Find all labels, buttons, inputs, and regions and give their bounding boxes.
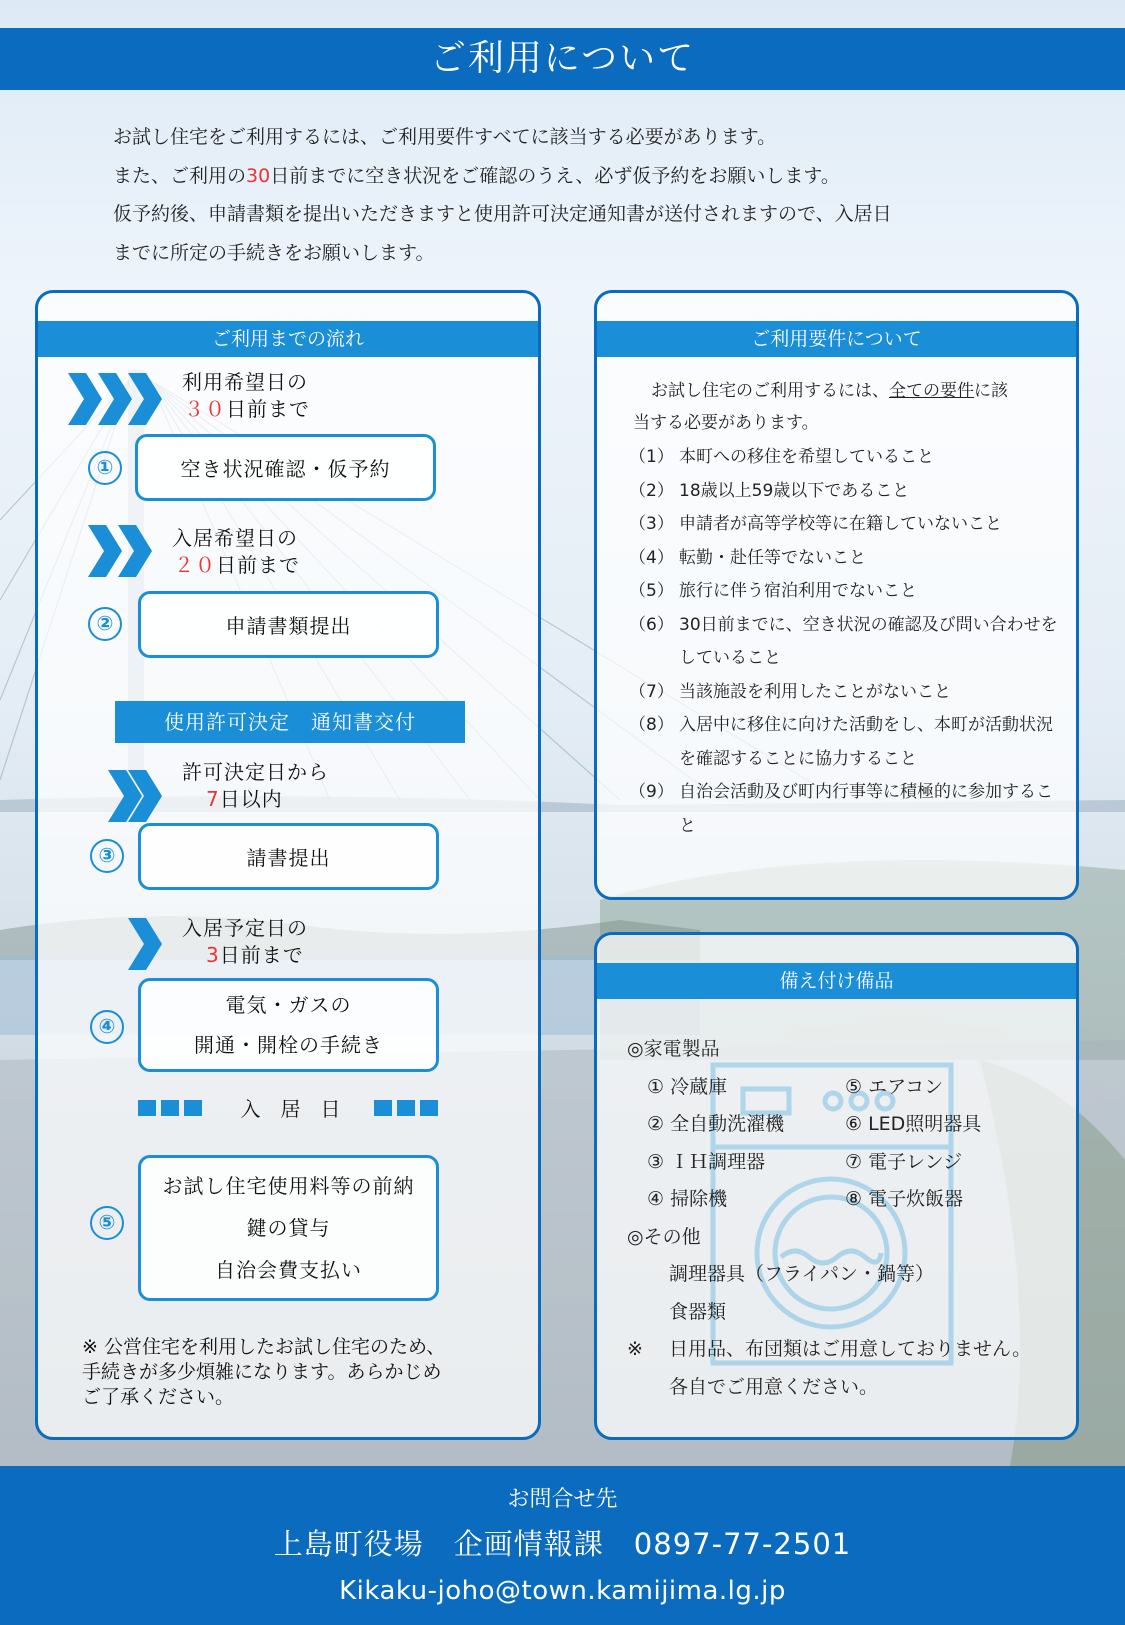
contact-footer — [0, 1466, 1125, 1625]
requirements-lead-pre: お試し住宅のご利用するには、 — [651, 381, 889, 401]
page-title: ご利用について — [0, 28, 1125, 90]
equipment-row — [627, 1069, 1067, 1107]
flow-note-line3: ご了承ください。 — [82, 1386, 235, 1408]
equipment-item: ⑥ LED照明器具 — [845, 1113, 982, 1135]
step4-deadline-suffix: 日前まで — [219, 943, 304, 967]
requirements-lead-underlined: 全ての要件 — [889, 381, 974, 401]
requirements-panel — [594, 290, 1079, 900]
flow-panel-title: ご利用までの流れ — [38, 321, 538, 357]
step2-deadline — [172, 525, 300, 579]
step3-deadline-suffix: 日以内 — [219, 787, 283, 811]
requirement-number: （1） — [629, 447, 674, 467]
step1-deadline-suffix: 日前まで — [226, 397, 310, 421]
requirement-text: 30日前までに、空き状況の確認及び問い合わせをしていること — [679, 614, 1058, 668]
requirement-item — [629, 609, 1059, 676]
requirement-text: 旅行に伴う宿泊利用でないこと — [679, 581, 917, 601]
step4-deadline — [182, 915, 308, 969]
step1-deadline-line1: 利用希望日の — [182, 370, 308, 394]
step2-deadline-line1: 入居希望日の — [172, 526, 298, 550]
step5-line3: 自治会費支払い — [215, 1258, 362, 1282]
equipment-row — [627, 1181, 1067, 1219]
double-chevron-icon — [88, 525, 158, 577]
requirement-text: 申請者が高等学校等に在籍していないこと — [679, 514, 1002, 534]
requirement-text: 18歳以上59歳以下であること — [679, 480, 910, 501]
equipment-note-line1 — [627, 1331, 1067, 1369]
equipment-item: ⑤ エアコン — [845, 1075, 944, 1098]
requirements-lead-post: に該 — [974, 381, 1008, 401]
step4-action-line1: 電気・ガスの — [225, 993, 352, 1017]
requirement-text: 自治会活動及び町内行事等に積極的に参加すること — [679, 782, 1053, 836]
requirement-item — [629, 676, 1059, 710]
move-in-day-marker — [138, 1093, 438, 1122]
step1-number: ① — [88, 451, 122, 485]
contact-organization: 上島町役場 企画情報課 — [273, 1527, 604, 1561]
step3-deadline-number: 7 — [206, 787, 220, 811]
requirement-item — [629, 776, 1059, 843]
equipment-item: ① 冷蔵庫 — [647, 1075, 728, 1098]
step4-number: ④ — [90, 1010, 124, 1044]
intro-line-2-post: 日前までに空き状況をご確認のうえ、必ず仮予約をお願いします。 — [270, 164, 840, 187]
requirement-item — [629, 709, 1059, 776]
equipment-panel — [594, 932, 1079, 1440]
intro-line-2 — [113, 157, 1033, 196]
intro-line-4: までに所定の手続きをお願いします。 — [113, 241, 435, 264]
permit-notice-band: 使用許可決定 通知書交付 — [115, 701, 465, 743]
requirement-text: 当該施設を利用したことがないこと — [679, 681, 951, 702]
step3-number: ③ — [90, 839, 124, 873]
step5-number: ⑤ — [90, 1206, 124, 1240]
contact-email[interactable]: Kikaku-joho@town.kamijima.lg.jp — [339, 1576, 786, 1606]
move-in-day-label: 入 居 日 — [240, 1097, 341, 1121]
flow-note-line1: ※ 公営住宅を利用したお試し住宅のため、 — [82, 1336, 446, 1358]
step1-action-box — [135, 434, 436, 501]
requirement-text: 転勤・赴任等でないこと — [679, 547, 866, 568]
requirement-item — [629, 508, 1059, 542]
step1-deadline-number: ３０ — [184, 397, 226, 421]
step1-action: 空き状況確認・仮予約 — [180, 457, 391, 481]
double-chevron-icon — [108, 770, 163, 822]
step2-deadline-number: ２０ — [174, 553, 216, 577]
requirements-panel-title: ご利用要件について — [597, 321, 1076, 357]
requirements-list — [629, 441, 1059, 843]
requirement-number: （6） — [629, 614, 674, 635]
requirement-item — [629, 475, 1059, 509]
equipment-note-text: 日用品、布団類はご用意しておりません。 — [669, 1338, 1032, 1360]
contact-title: お問合せ先 — [507, 1487, 618, 1512]
requirement-item — [629, 542, 1059, 576]
requirement-item — [629, 441, 1059, 475]
equipment-item: ② 全自動洗濯機 — [647, 1113, 785, 1135]
intro-line-1: お試し住宅をご利用するには、ご利用要件すべてに該当する必要があります。 — [113, 126, 777, 148]
contact-phone[interactable]: 0897-77-2501 — [633, 1527, 852, 1561]
single-chevron-icon — [128, 918, 168, 970]
step4-deadline-number: 3 — [206, 943, 220, 967]
step3-deadline-line1: 許可決定日から — [182, 760, 329, 784]
equipment-item: ④ 掃除機 — [647, 1188, 728, 1210]
equipment-item: ⑦ 電子レンジ — [845, 1150, 963, 1173]
triple-chevron-icon — [68, 373, 163, 425]
equipment-row — [627, 1106, 1067, 1144]
intro-line-3: 仮予約後、申請書類を提出いただきますと使用許可決定通知書が送付されますので、入居日 — [113, 203, 892, 225]
requirements-lead — [633, 375, 1043, 439]
step2-deadline-suffix: 日前まで — [216, 553, 300, 577]
step3-deadline — [182, 759, 329, 813]
other-item: 食器類 — [669, 1300, 727, 1323]
requirement-item — [629, 575, 1059, 609]
requirement-text: 入居中に移住に向けた活動をし、本町が活動状況を確認することに協力すること — [679, 715, 1053, 769]
step4-action-line2: 開通・開栓の手続き — [194, 1033, 383, 1057]
intro-text — [113, 118, 1033, 272]
appliances-category: ◎家電製品 — [627, 1038, 720, 1060]
equipment-list — [627, 1031, 1067, 1406]
contact-line — [0, 1522, 1125, 1563]
other-category: ◎その他 — [627, 1225, 701, 1248]
note-mark: ※ — [627, 1338, 643, 1360]
step2-action-box — [138, 591, 439, 658]
flow-note — [82, 1335, 512, 1410]
flow-note-line2: 手続きが多少煩雑になります。あらかじめ — [82, 1361, 442, 1383]
step5-line2: 鍵の貸与 — [246, 1216, 331, 1240]
step1-deadline — [182, 369, 310, 423]
step5-action-box — [138, 1155, 439, 1301]
equipment-panel-title: 備え付け備品 — [597, 963, 1076, 999]
requirements-lead-line2: 当する必要があります。 — [633, 413, 819, 433]
requirement-number: （7） — [629, 681, 674, 702]
equipment-row — [627, 1144, 1067, 1182]
intro-line-2-pre: また、ご利用の — [113, 164, 247, 187]
requirement-number: （4） — [629, 547, 674, 568]
step2-number: ② — [88, 607, 122, 641]
other-item: 調理器具（フライパン・鍋等） — [669, 1263, 935, 1285]
step4-action-box — [138, 978, 439, 1072]
equipment-note-line2: 各自でご用意ください。 — [669, 1375, 879, 1398]
step3-action: 請書提出 — [246, 846, 331, 870]
equipment-item: ③ ＩＨ調理器 — [647, 1150, 766, 1173]
step4-deadline-line1: 入居予定日の — [182, 916, 308, 940]
step3-action-box — [138, 823, 439, 890]
requirement-number: （3） — [629, 514, 674, 534]
requirement-number: （9） — [629, 782, 674, 802]
equipment-item: ⑧ 電子炊飯器 — [845, 1188, 964, 1210]
requirement-number: （8） — [629, 715, 674, 735]
step5-line1: お試し住宅使用料等の前納 — [162, 1174, 415, 1198]
requirement-number: （5） — [629, 581, 674, 601]
intro-days-highlight: 30 — [246, 164, 271, 187]
flow-panel — [35, 290, 541, 1440]
requirement-number: （2） — [629, 480, 674, 501]
requirement-text: 本町への移住を希望していること — [679, 447, 934, 467]
step2-action: 申請書類提出 — [225, 614, 352, 638]
